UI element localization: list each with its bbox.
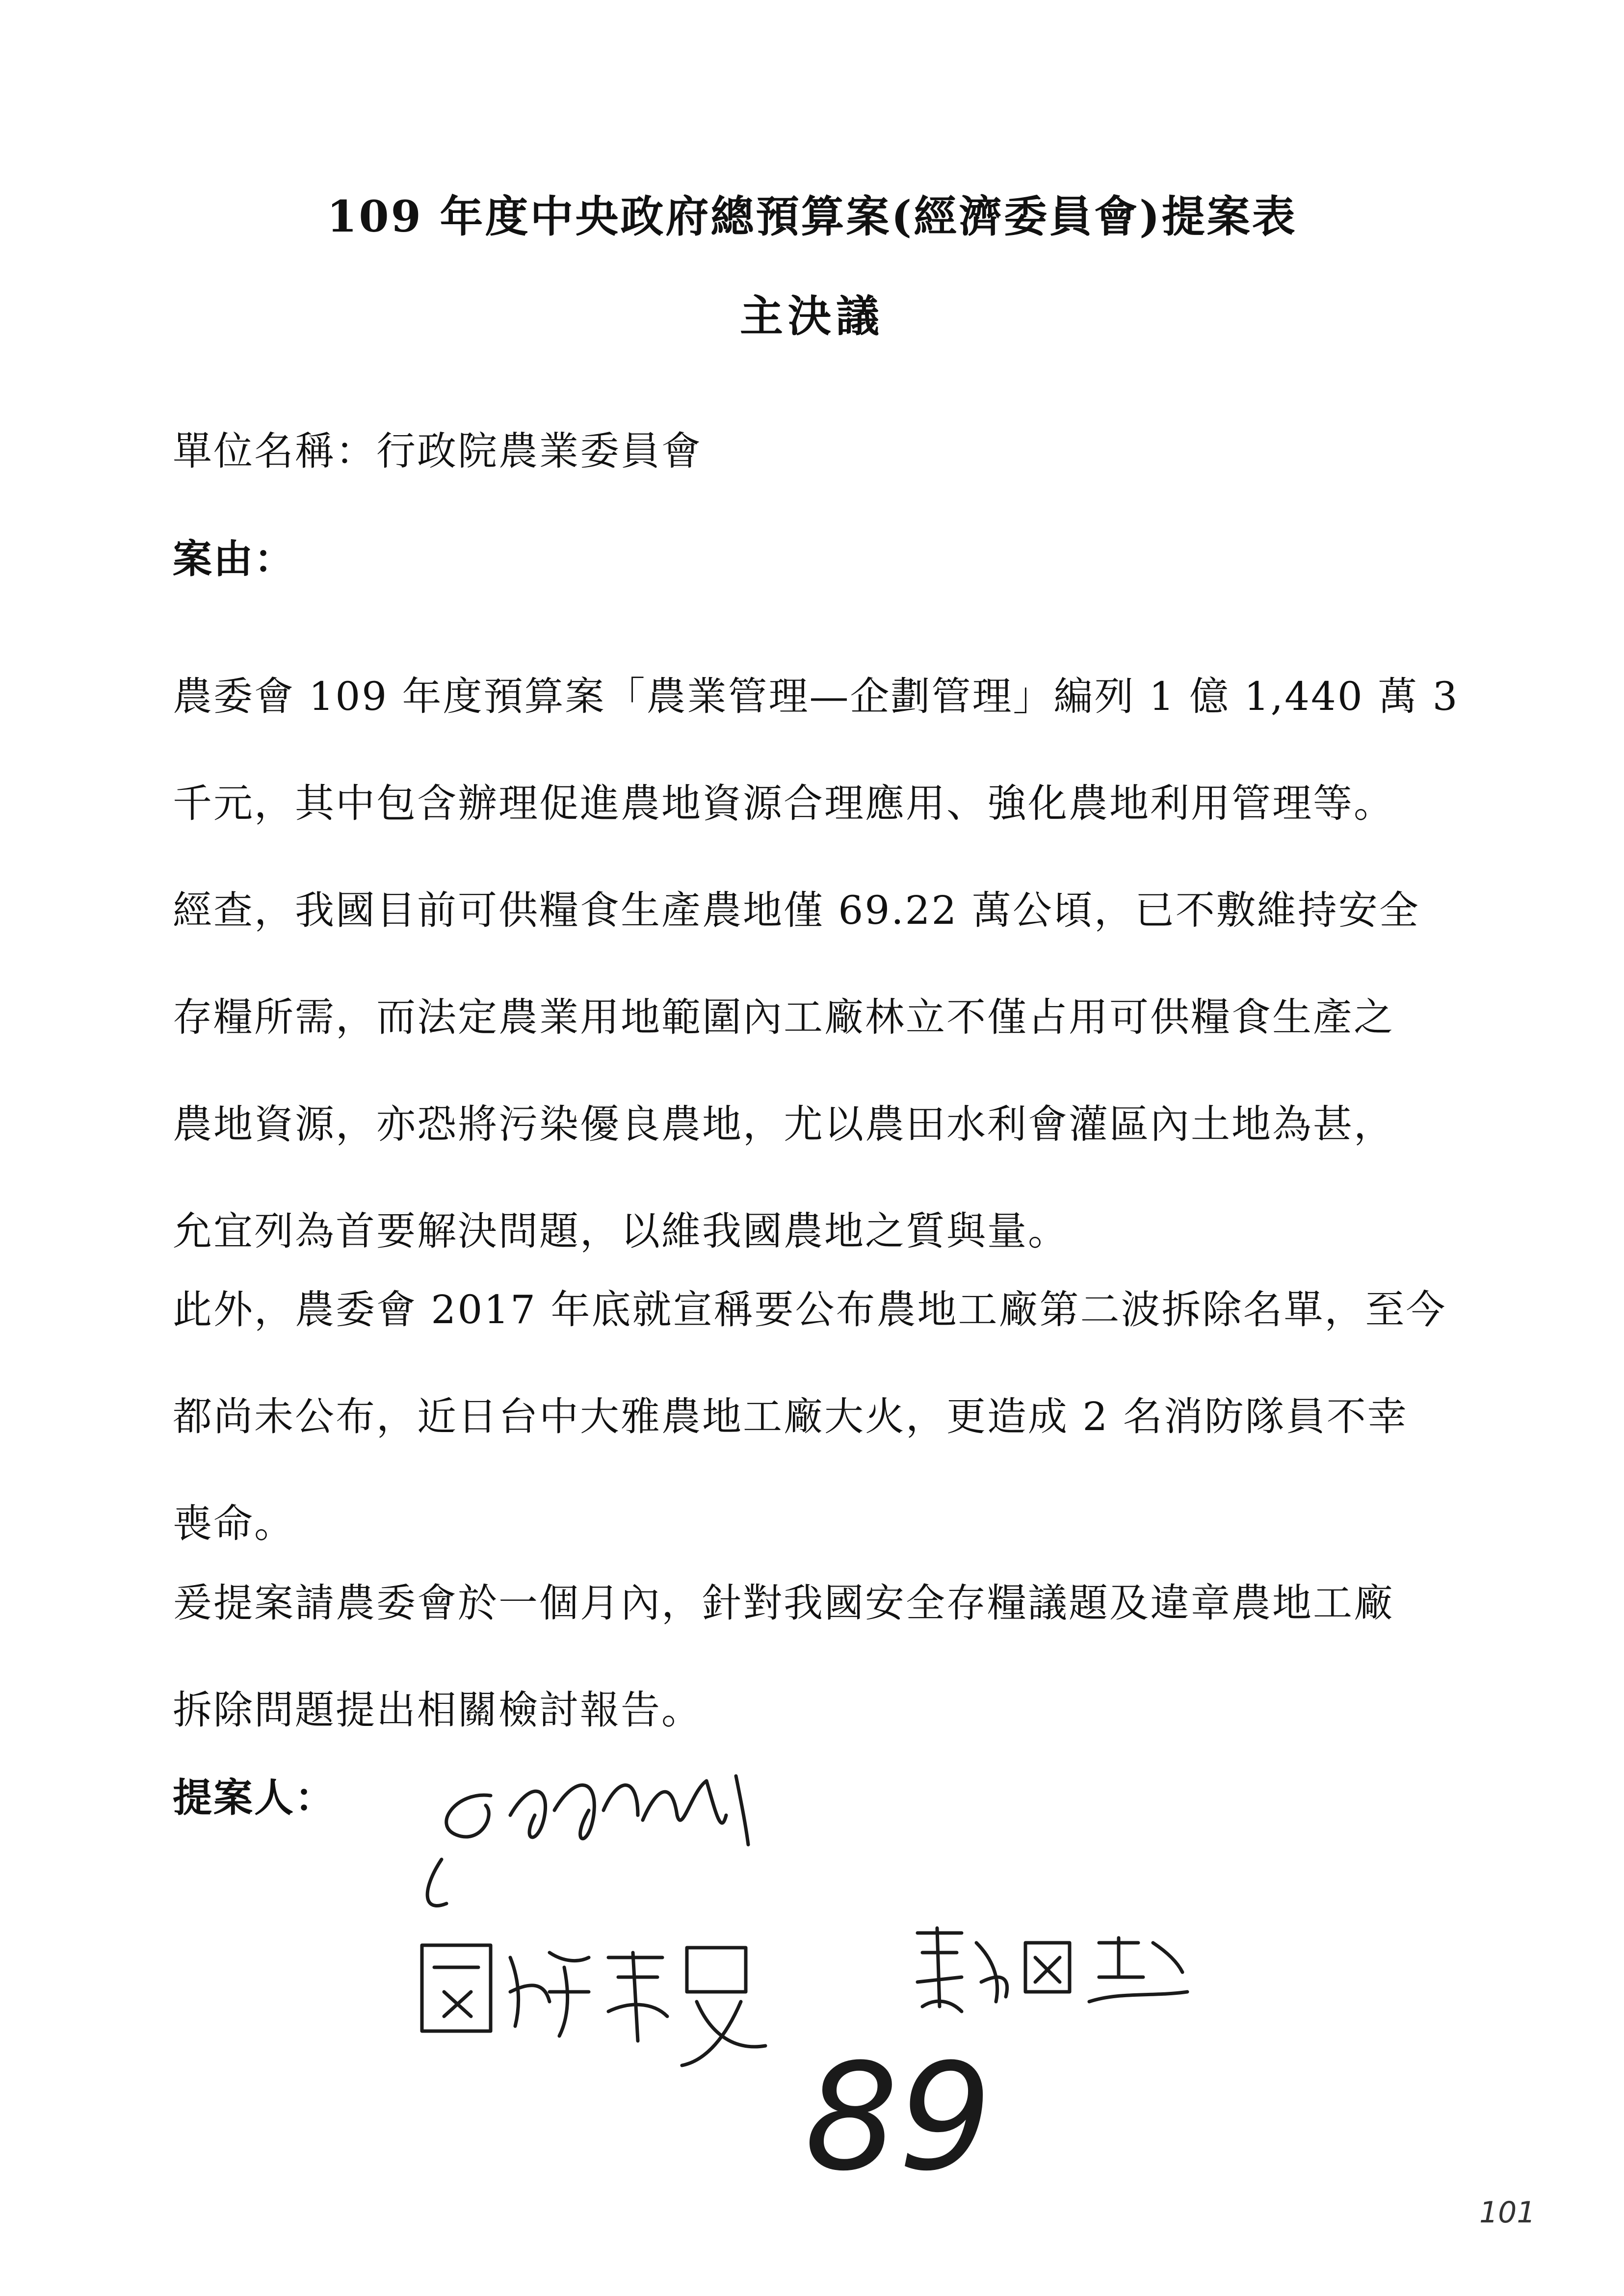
signature-1	[427, 1776, 748, 1905]
signature-3	[917, 1928, 1187, 2011]
body-line: 拆除問題提出相關檢討報告。	[173, 1687, 702, 1733]
reason-label: 案由：	[173, 536, 295, 582]
body-line: 農委會 109 年度預算案「農業管理—企劃管理」編列 1 億 1,440 萬 3	[173, 674, 1459, 719]
document-subtitle: 主決議	[739, 290, 884, 341]
document-title: 109 年度中央政府總預算案(經濟委員會)提案表	[327, 191, 1297, 242]
signature-2	[422, 1945, 765, 2065]
unit-name-line: 單位名稱：行政院農業委員會	[173, 428, 702, 474]
body-line: 千元，其中包含辦理促進農地資源合理應用、強化農地利用管理等。	[173, 781, 1394, 826]
body-line: 爰提案請農委會於一個月內，針對我國安全存糧議題及違章農地工廠	[173, 1580, 1394, 1626]
body-line: 此外，農委會 2017 年底就宣稱要公布農地工廠第二波拆除名單，至今	[173, 1287, 1447, 1332]
body-line: 都尚未公布，近日台中大雅農地工廠大火，更造成 2 名消防隊員不幸	[173, 1394, 1408, 1439]
body-line: 經查，我國目前可供糧食生產農地僅 69.22 萬公頃，已不敷維持安全	[173, 887, 1420, 933]
body-line: 允宜列為首要解決問題，以維我國農地之質與量。	[173, 1208, 1069, 1254]
proposer-label: 提案人：	[173, 1774, 336, 1821]
handwritten-number: 89	[805, 2032, 992, 2203]
body-line: 喪命。	[173, 1501, 295, 1546]
body-line: 農地資源，亦恐將污染優良農地，尤以農田水利會灌區內土地為甚，	[173, 1101, 1394, 1147]
body-line: 存糧所需，而法定農業用地範圍內工廠林立不僅占用可供糧食生產之	[173, 994, 1394, 1040]
page-number: 101	[1479, 2195, 1536, 2230]
